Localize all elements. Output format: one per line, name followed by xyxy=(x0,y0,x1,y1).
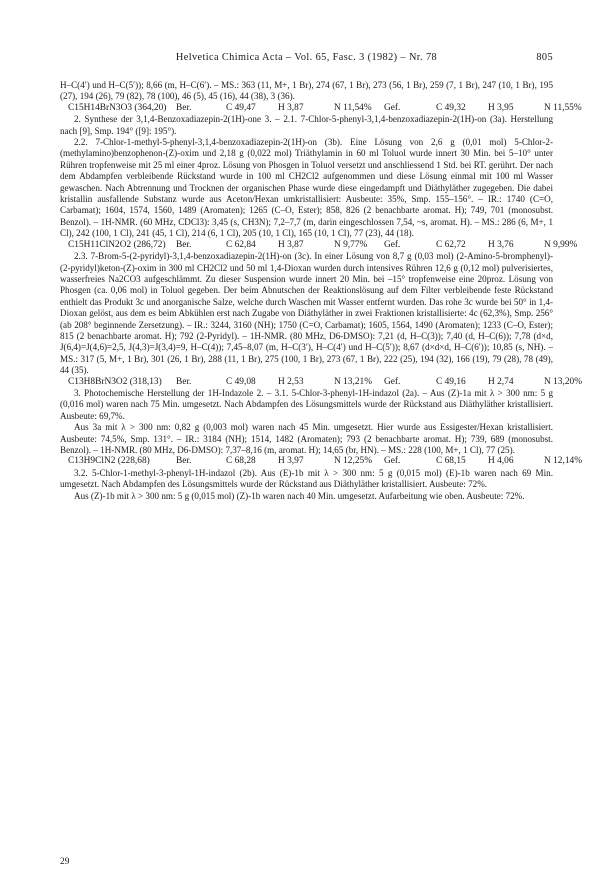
analysis-calc-label: Ber. xyxy=(176,376,192,387)
analysis-calc-h: H 3,87 xyxy=(278,239,304,250)
analysis-calc-c: C 62,84 xyxy=(226,239,256,250)
analysis-calc-c: C 68,28 xyxy=(226,456,256,467)
analysis-found-c: C 49,32 xyxy=(436,102,466,113)
paragraph-2-2: 2.2. 7-Chlor-1-methyl-5-phenyl-3,1,4-benzoxadiazepin-2(1H)-on (3b). Eine Lösung von 2,6 g (0,01 mol) 5-Chlor-2-(methylamino)benzophenon-(Z)-oxim und 2,18 g (0,022 mol) Triäthylamin in 60 ml Toluol wurde innert 30 Min. bei 5–10° unter Rühren tropfenweise mit 25 ml einer 4proz. Lösung von Phosgen in Toluol versetzt und anschliessend 1 Std. bei RT. gerührt. Der nach dem Abdampfen verbleibende Rückstand wurde in 100 ml CH2Cl2 aufgenommen und diese Lösung einmal mit 100 ml Wasser gewaschen. Nach Abtrennung und Trocknen der organischen Phase wurde diese eingedampft und Diäthyläther zugegeben. Die dabei kristallin ausfallende Substanz wurde aus Aceton/Hexan umkristallisiert: Ausbeute: 35%, Smp. 155–156°. – IR.: 1740 (C=O, Carbamat); 1604, 1574, 1560, 1489 (Aromaten); 1265 (C–O, Ester); 858, 826 (2 benachbarte aromat. H); 749, 701 (monosubst. Benzol). – 1H-NMR. (60 MHz, CDCl3): 3,45 (s, CH3N); 7,2–7,7 (m, darin eingeschlossen 7,54, ~s, aromat. H). – MS.: 286 (6, M+, 1 Cl), 242 (100, 1 Cl), 241 (45, 1 Cl), 214 (6, 1 Cl), 205 (10, 1 Cl), 165 (10, 1 Cl), 77 (23), 44 (18). xyxy=(60,137,553,239)
analysis-formula: C15H11ClN2O2 (286,72) xyxy=(68,239,166,250)
analysis-formula: C13H8BrN3O2 (318,13) xyxy=(68,376,162,387)
elemental-analysis-row xyxy=(60,102,582,114)
analysis-calc-c: C 49,08 xyxy=(226,376,256,387)
analysis-calc-h: H 2,53 xyxy=(278,376,304,387)
section-3-heading-paragraph: 3. Photochemische Herstellung der 1H-Indazole 2. – 3.1. 5-Chlor-3-phenyl-1H-indazol (2a). – Aus (Z)-1a mit λ > 300 nm: 5 g (0,016 mol) waren nach 75 Min. umgesetzt. Nach Abdampfen des Lösungsmittels wurde der Rückstand aus Diäthyläther kristallisiert. Ausbeute: 69,7%. xyxy=(60,387,553,421)
paragraph-3-1-from-3a: Aus 3a mit λ > 300 nm: 0,82 g (0,003 mol) waren nach 45 Min. umgesetzt. Hier wurde aus Essigester/Hexan kristallisiert. Ausbeute: 74,5%, Smp. 131°. – IR.: 3184 (NH); 1514, 1482 (Aromaten); 793 (2 benachbarte aromat. H); 739, 689 (monosubst. Benzol). – 1H-NMR. (80 MHz, D6-DMSO): 7,37–8,16 (m, aromat. H); 14,65 (br, HN). – MS.: 228 (100, M+, 1 Cl), 77 (25). xyxy=(60,422,553,455)
analysis-found-h: H 4,06 xyxy=(488,456,514,467)
analysis-found-n: N 12,14% xyxy=(544,456,583,467)
analysis-calc-h: H 3,97 xyxy=(278,456,304,467)
analysis-found-c: C 49,16 xyxy=(436,376,466,387)
elemental-analysis-row xyxy=(60,376,583,388)
section-2-heading-paragraph: 2. Synthese der 3,1,4-Benzoxadiazepin-2(1H)-one 3. – 2.1. 7-Chlor-5-phenyl-3,1,4-benzoxadiazepin-2(1H)-on (3a). Herstellung nach [9], Smp. 194° ([9]: 195°). xyxy=(60,114,553,136)
analysis-calc-n: N 11,54% xyxy=(334,102,372,113)
analysis-found-h: H 3,76 xyxy=(488,239,514,250)
analysis-calc-label: Ber. xyxy=(176,239,192,250)
elemental-analysis-row xyxy=(60,239,578,251)
elemental-analysis-row xyxy=(60,456,583,467)
paragraph-2-3: 2.3. 7-Brom-5-(2-pyridyl)-3,1,4-benzoxadiazepin-2(1H)-on (3c). In einer Lösung von 8,7 g (0,03 mol) (2-Amino-5-bromphenyl)-(2-pyridyl)keton-(Z)-oxim in 300 ml CH2Cl2 und 50 ml 1,4-Dioxan wurden durch intensives Rühren 12,6 g (0,12 mol) pulverisiertes, wasserfreies Na2CO3 aufgeschlämmt. Zu dieser Suspension wurde innert 20 Min. bei –15° tropfenweise eine 20proz. Lösung von Phosgen (ca. 0,06 mol) in Toluol gegeben. Der beim Abnutschen der Reaktionslösung auf dem Filter verbleibende feste Rückstand enthielt das Produkt 3c und anorganische Salze, welche durch Waschen mit Wasser entfernt wurden. Das rohe 3c wurde bei 50° in 1,4-Dioxan gelöst, aus dem es beim Abkühlen erst nach Zugabe von Diäthyläther in zwei Fraktionen kristallisierte: 4c (62,3%), Smp. 256° (ab 208° beginnende Zersetzung). – IR.: 3244, 3160 (NH); 1750 (C=O, Carbamat); 1605, 1564, 1490 (Aromaten); 1233 (C–O, Ester); 815 (2 benachbarte aromat. H); 792 (2-Pyridyl). – 1H-NMR. (80 MHz, D6-DMSO): 7,21 (d, H–C(3)); 7,40 (d, H–C(6)); 7,78 (d×d, J(6,4)=J(4,6)=2,5, J(4,3)=J(3,4)=9, H–C(4)); 7,45–8,07 (m, H–C(3′), H–C(4′) und H–C(5′)); 8,67 (d×d×d, H–C(6′)); 10,85 (s, NH). – MS.: 317 (5, M+, 1 Br), 301 (26, 1 Br), 288 (11, 1 Br), 275 (100, 1 Br), 273 (67, 1 Br), 222 (25), 194 (32), 166 (19), 79 (28), 78 (49), 44 (35). xyxy=(60,251,553,376)
analysis-calc-n: N 13,21% xyxy=(334,376,373,387)
analysis-calc-n: N 9,77% xyxy=(334,239,368,250)
analysis-calc-h: H 3,87 xyxy=(278,102,304,113)
analysis-found-h: H 2,74 xyxy=(488,376,514,387)
analysis-formula: C13H9ClN2 (228,68) xyxy=(68,456,150,467)
analysis-calc-c: C 49,47 xyxy=(226,102,256,113)
analysis-found-n: N 9,99% xyxy=(544,239,578,250)
analysis-found-label: Gef. xyxy=(384,239,401,250)
analysis-calc-n: N 12,25% xyxy=(334,456,373,467)
analysis-calc-label: Ber. xyxy=(176,102,192,113)
analysis-found-n: N 11,55% xyxy=(544,102,582,113)
analysis-found-label: Gef. xyxy=(384,456,401,467)
analysis-found-n: N 13,20% xyxy=(544,376,583,387)
analysis-found-c: C 68,15 xyxy=(436,456,466,467)
paragraph-ms-continuation: H–C(4′) und H–C(5′)); 8,66 (m, H–C(6′). – MS.: 363 (11, M+, 1 Br), 274 (67, 1 Br), 273 (56, 1 Br), 259 (7, 1 Br), 247 (10, 1 Br), 195 (27), 194 (26), 79 (82), 78 (100), 46 (5), 45 (16), 44 (38), 3 (36). xyxy=(60,80,553,102)
paragraph-3-2-from-z: Aus (Z)-1b mit λ > 300 nm: 5 g (0,015 mol) (Z)-1b waren nach 40 Min. umgesetzt. Aufarbeitung wie oben. Ausbeute: 72%. xyxy=(74,490,525,501)
paragraph-3-2: 3.2. 5-Chlor-1-methyl-3-phenyl-1H-indazol (2b). Aus (E)-1b mit λ > 300 nm: 5 g (0,015 mol) (E)-1b waren nach 69 Min. umgesetzt. Nach Abdampfen des Lösungsmittels wurde der Rückstand aus Diäthyläther kristallisiert. Ausbeute: 72%. xyxy=(60,467,553,490)
analysis-found-label: Gef. xyxy=(384,102,401,113)
analysis-found-h: H 3,95 xyxy=(488,102,514,113)
analysis-formula: C15H14BrN3O3 (364,20) xyxy=(68,102,167,113)
analysis-calc-label: Ber. xyxy=(176,456,192,467)
analysis-found-c: C 62,72 xyxy=(436,239,466,250)
analysis-found-label: Gef. xyxy=(384,376,401,387)
running-title: Helvetica Chimica Acta – Vol. 65, Fasc. 3 (1982) – Nr. 78 xyxy=(175,52,438,63)
page-number: 805 xyxy=(536,52,553,63)
signature-number: 29 xyxy=(60,857,70,867)
article-body xyxy=(60,80,583,502)
